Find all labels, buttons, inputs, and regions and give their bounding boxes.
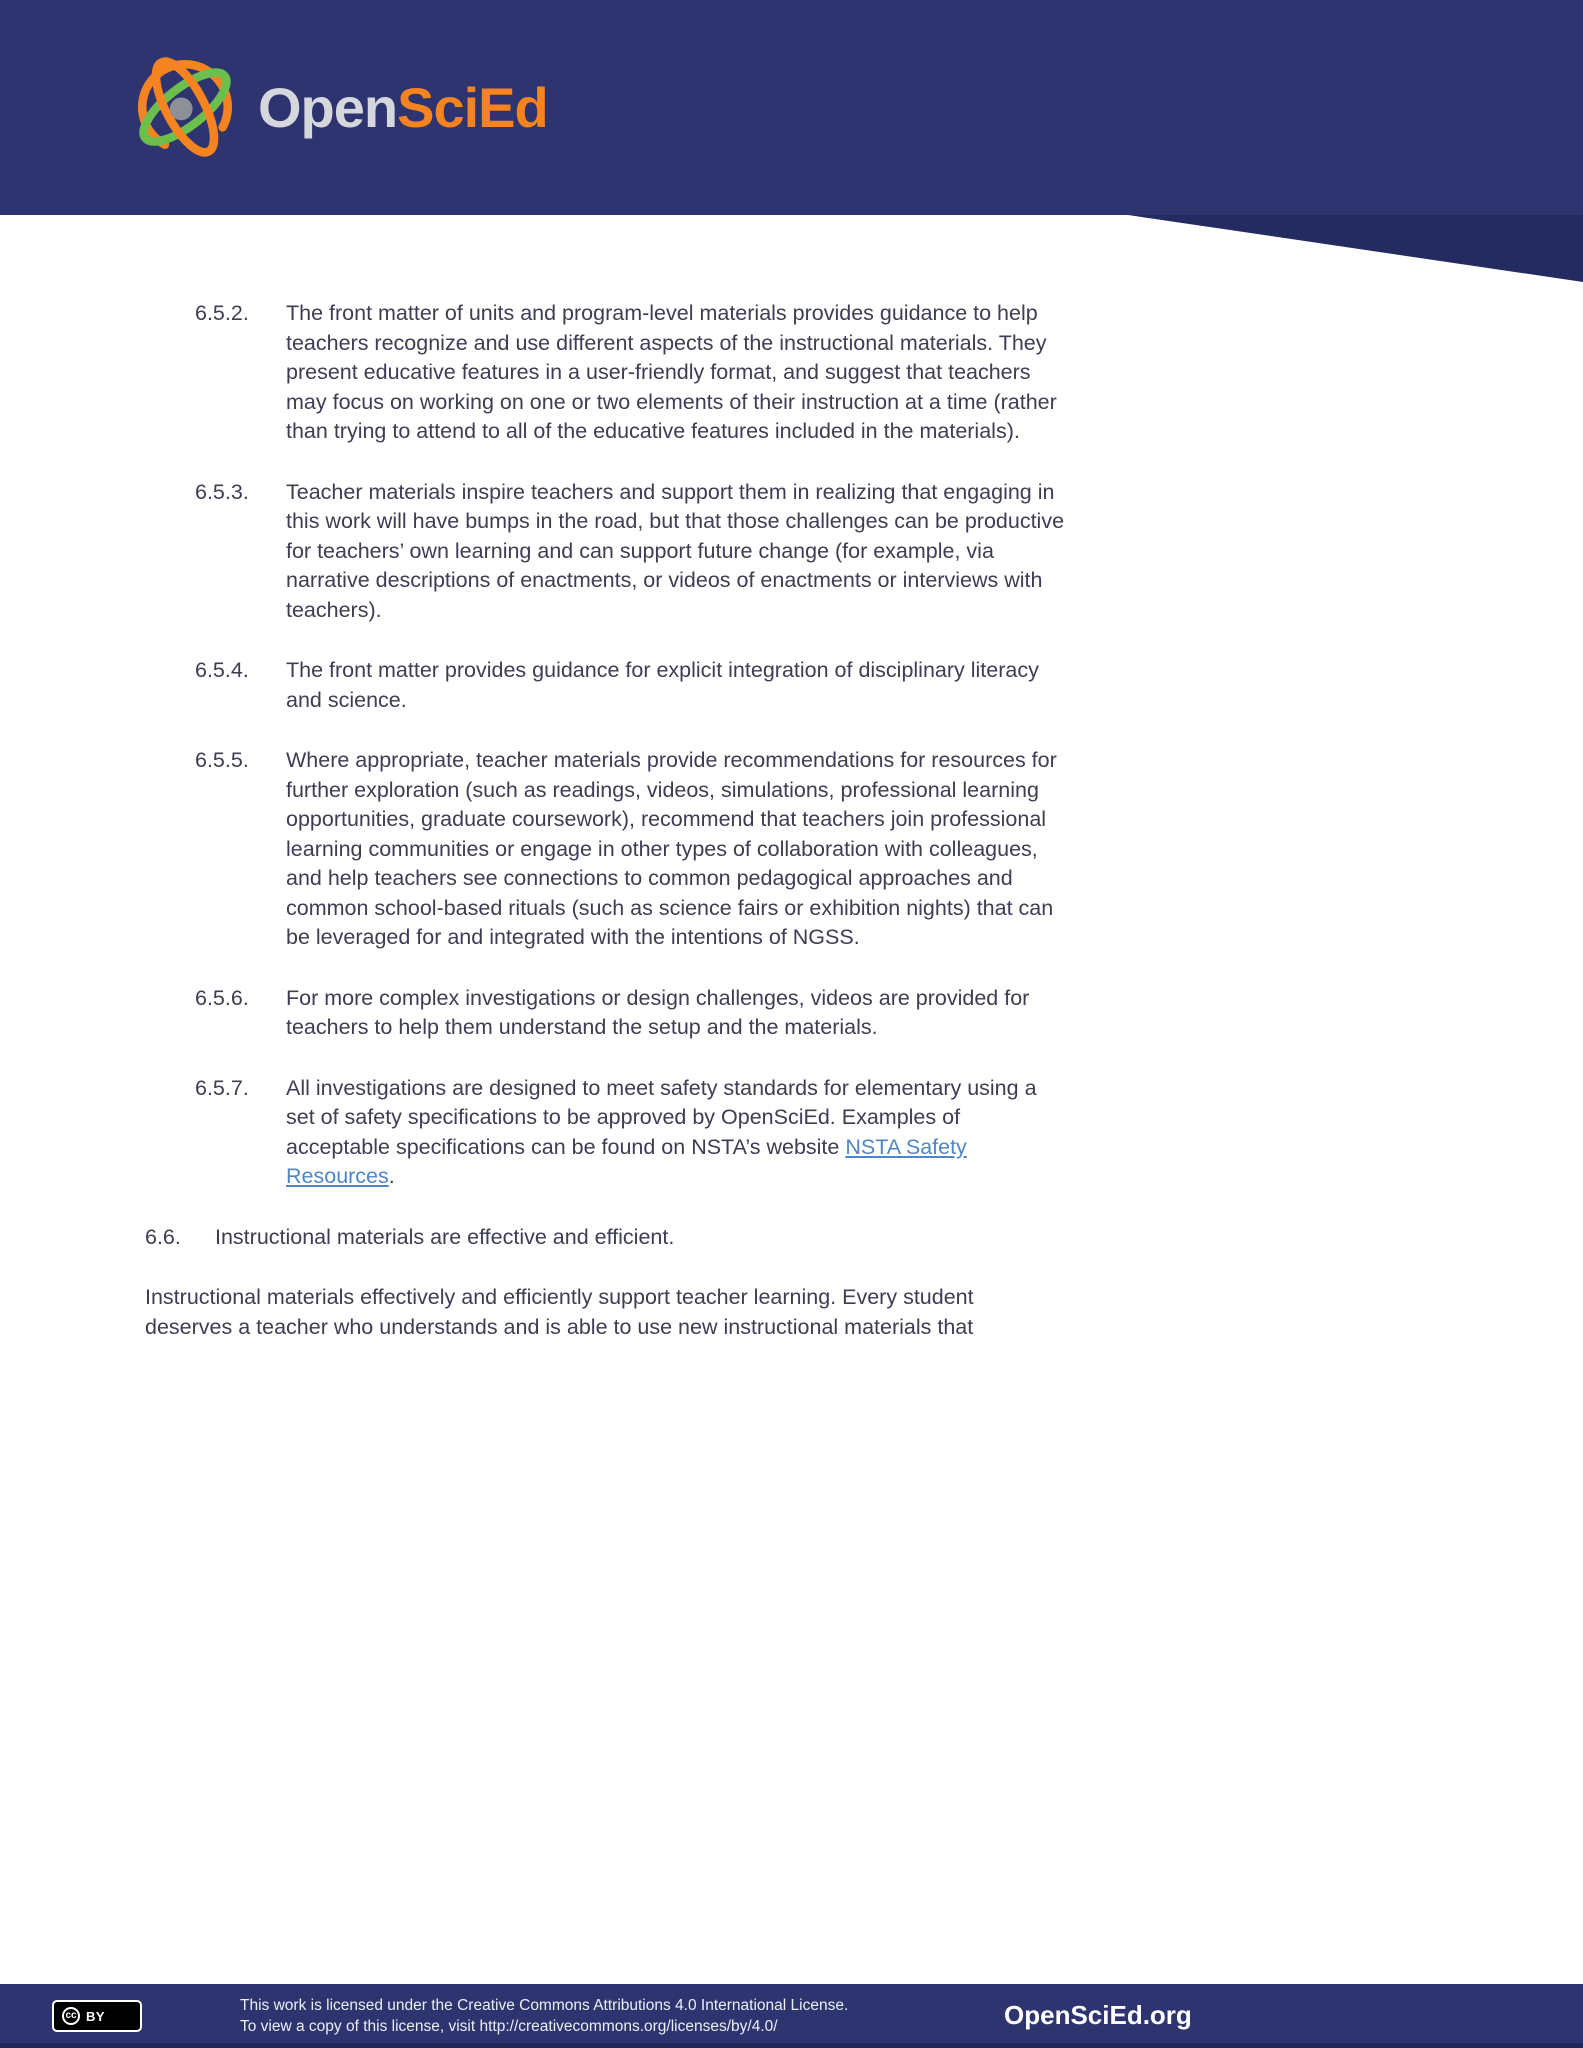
body-paragraph: Instructional materials effectively and efficiently support teacher learning. Every student deserves a teacher who understands and is able to use new instructional materials that [145, 1285, 974, 1339]
license-line-1: This work is licensed under the Creative Commons Attributions 4.0 International License. [240, 1997, 849, 2014]
item-text: Where appropriate, teacher materials provide recommendations for resources for further exploration (such as readings, videos, simulations, professional learning opportunities, graduate coursework), recommend that teachers join professional learning communities or engage in other types of collaboration with colleagues, and help teachers see connections to common pedagogical approaches and common school-based rituals (such as science fairs or exhibition nights) that can be leveraged for and integrated with the intentions of NGSS. [286, 748, 1057, 949]
cc-by-label: BY [86, 2008, 106, 2024]
section-number: 6.6. [145, 1224, 181, 1249]
item-number: 6.5.6. [195, 985, 249, 1010]
list-item-6-5-3 [195, 478, 1069, 626]
brand-open-text: Open [258, 75, 398, 139]
footer-bottom-edge-decoration [0, 2043, 1583, 2048]
item-text: The front matter provides guidance for explicit integration of disciplinary literacy and science. [286, 658, 1039, 712]
item-number: 6.5.2. [195, 301, 249, 325]
cc-badge-bar [111, 2009, 132, 2023]
item-number: 6.5.7. [195, 1075, 249, 1100]
openscied-org-label: OpenSciEd.org [1004, 2000, 1192, 2030]
page-footer [0, 1984, 1583, 2048]
cc-by-license-badge[interactable] [52, 2000, 142, 2032]
item-number: 6.5.5. [195, 748, 249, 772]
nsta-safety-resources-link[interactable]: NSTA Safety Resources [286, 1134, 967, 1188]
corner-ribbon-decoration [1128, 215, 1583, 282]
section-text: Instructional materials are effective and efficient. [215, 1224, 675, 1249]
item-text: For more complex investigations or design challenges, videos are provided for teachers to help them understand the setup and the materials. [286, 985, 1030, 1039]
brand-scied-text: SciEd [397, 75, 548, 139]
list-item-6-5-5 [195, 746, 1069, 953]
list-item-6-5-7 [195, 1074, 1069, 1192]
item-text [286, 1074, 1069, 1192]
page-header [0, 0, 1583, 215]
document-content [145, 299, 1069, 1342]
item-number: 6.5.3. [195, 479, 249, 504]
cc-icon: cc [62, 2007, 80, 2025]
license-line-2: To view a copy of this license, visit http://creativecommons.org/licenses/by/4.0/ [240, 2018, 778, 2035]
section-heading-6-6 [145, 1223, 1069, 1253]
license-text [240, 1995, 848, 2037]
item-text-before-link: All investigations are designed to meet safety standards for elementary using a set of safety specifications to be approved by OpenSciEd. Examples of acceptable specifications can be found on NSTA’s website [286, 1075, 1037, 1159]
item-text: The front matter of units and program-level materials provides guidance to help teachers recognize and use different aspects of the instructional materials. They present educative features in a user-friendly format, and suggest that teachers may focus on working on one or two elements of their instruction at a time (rather than trying to attend to all of the educative features included in the materials). [286, 301, 1057, 443]
list-item-6-5-4 [195, 656, 1069, 715]
item-number: 6.5.4. [195, 658, 249, 682]
item-text: Teacher materials inspire teachers and support them in realizing that engaging in this work will have bumps in the road, but that those challenges can be productive for teachers’ own learning and can support future change (for example, via narrative descriptions of enactments, or videos of enactments or interviews with teachers). [286, 479, 1065, 622]
list-item-6-5-2 [195, 299, 1069, 447]
item-text-after-link: . [388, 1164, 395, 1188]
atom-icon [128, 50, 242, 164]
list-item-6-5-6 [195, 984, 1069, 1043]
brand-wordmark [258, 75, 548, 140]
openscied-logo [128, 50, 548, 164]
